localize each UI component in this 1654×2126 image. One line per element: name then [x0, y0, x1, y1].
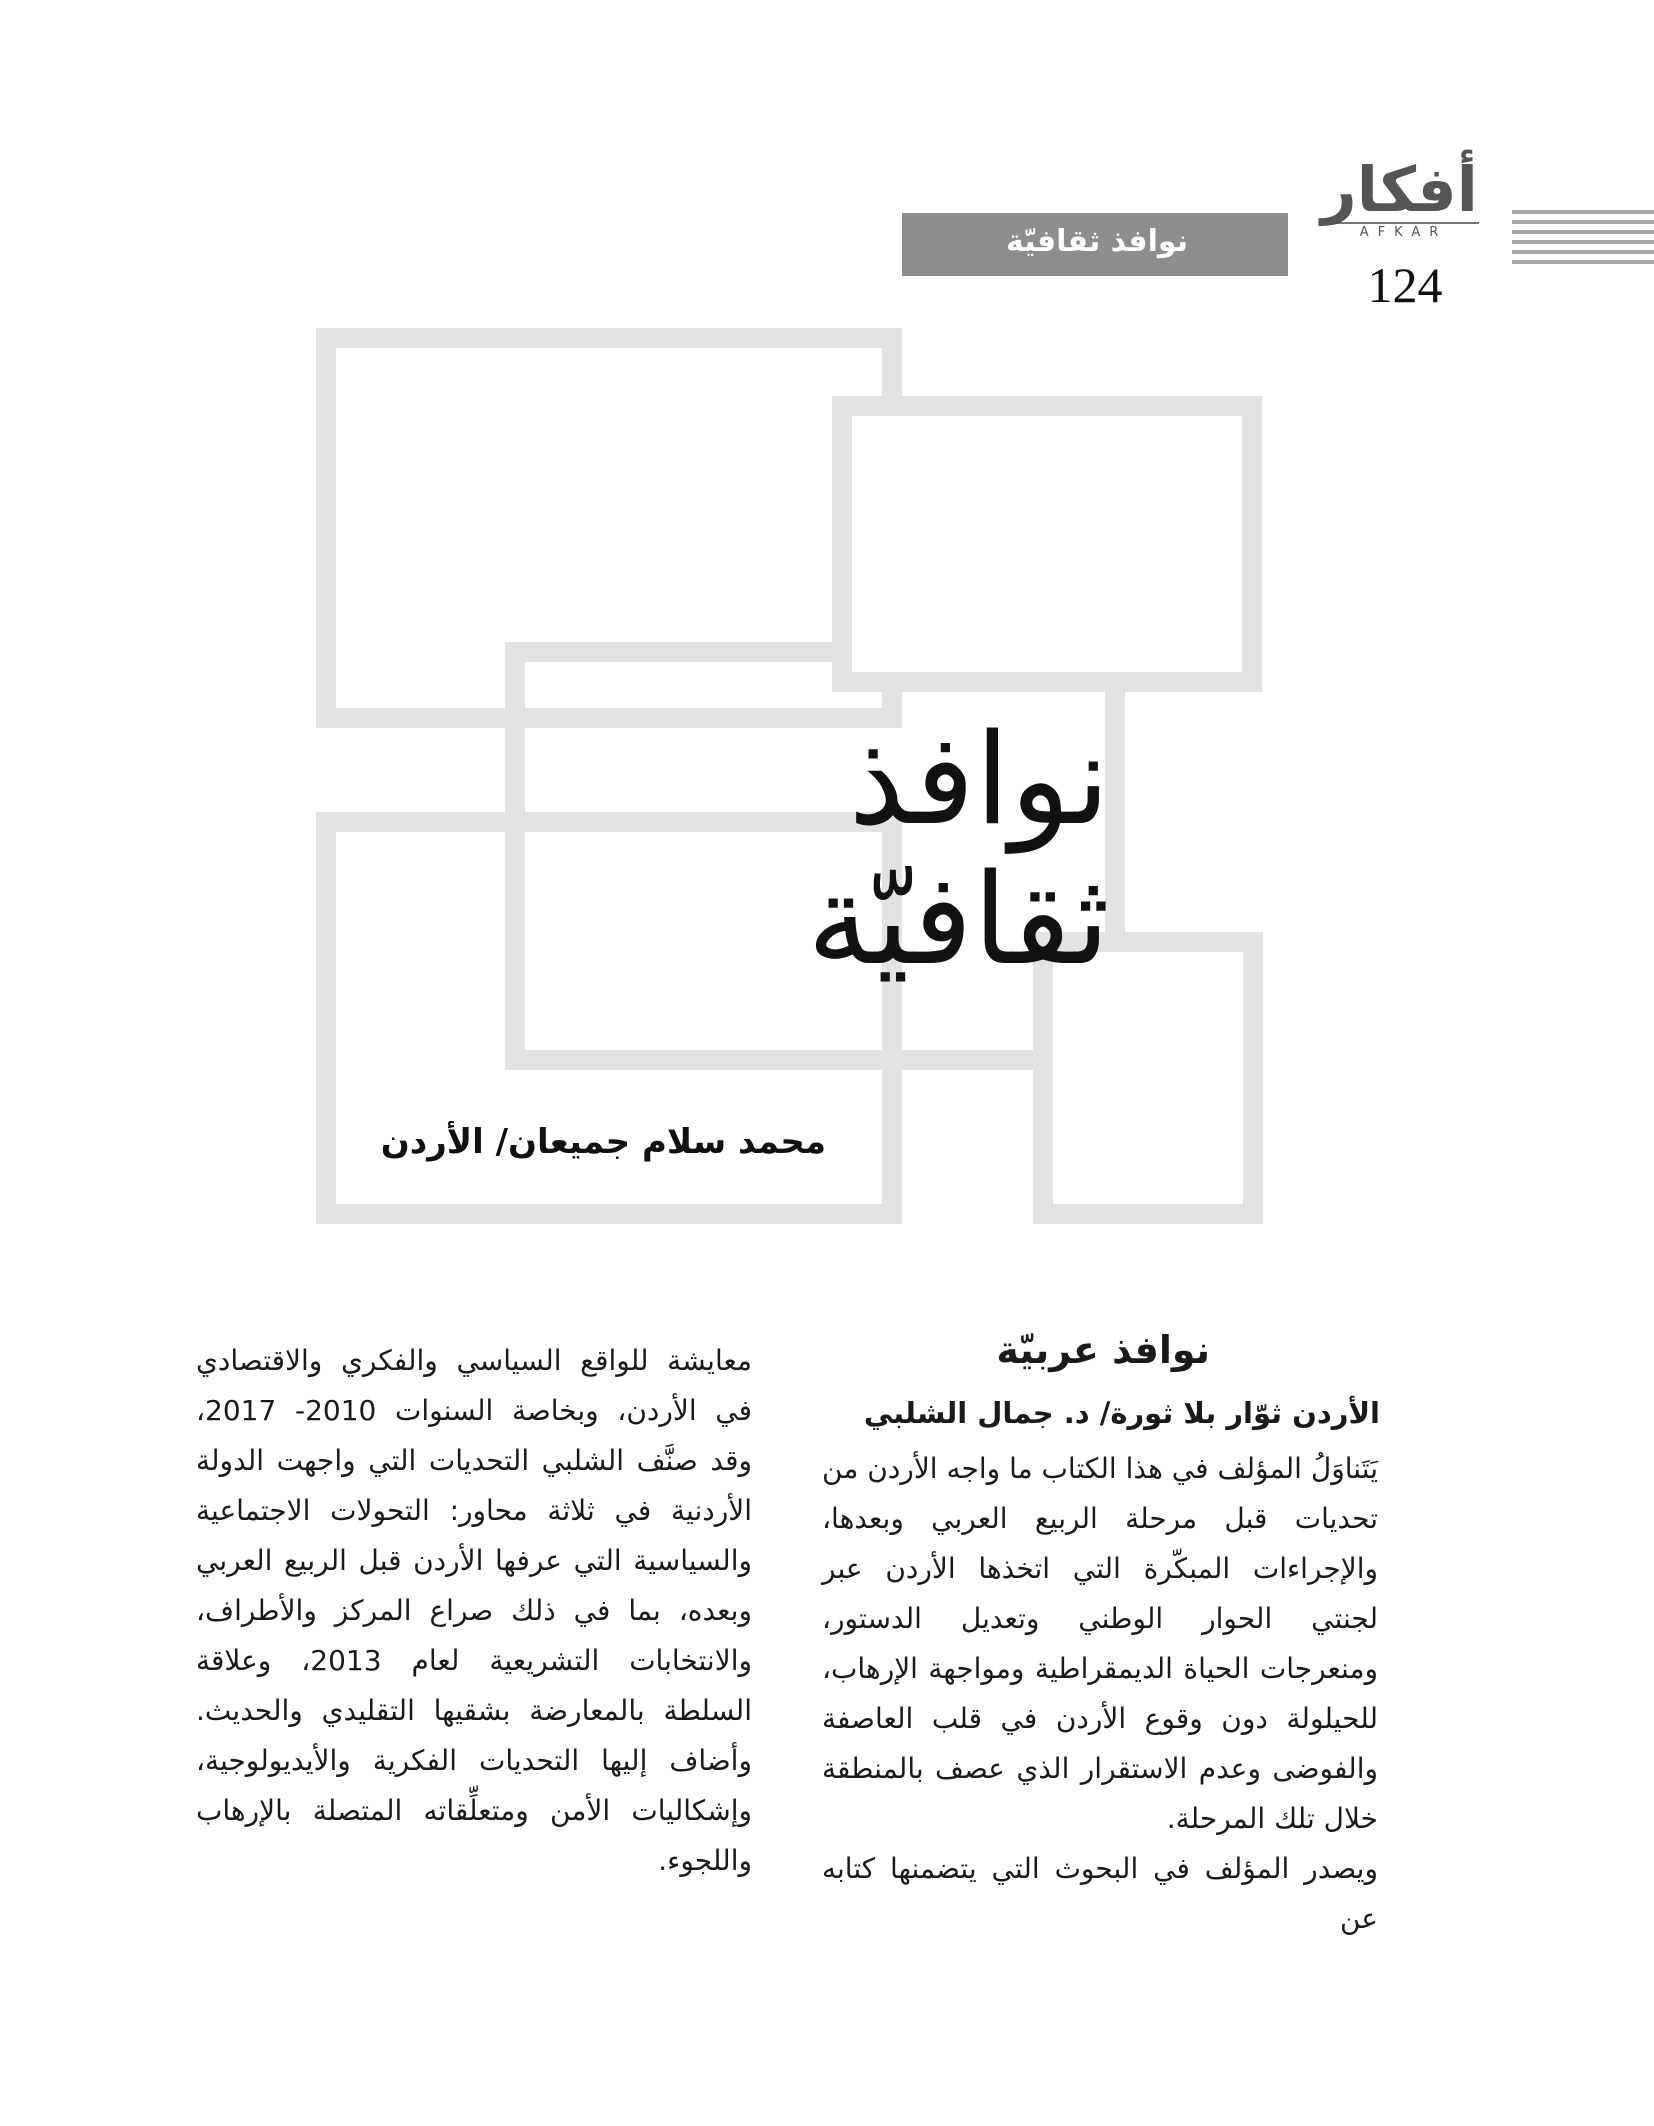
logo-latin: AFKAR — [1321, 222, 1479, 242]
section-banner — [902, 213, 1288, 276]
subsection-heading: نوافذ عربيّة — [996, 1328, 1210, 1372]
feature-title-line1: نوافذ — [848, 706, 1110, 853]
header-stripes — [1512, 210, 1654, 276]
article-column-right — [822, 1444, 1378, 1944]
feature-author: محمد سلام جميعان/ الأردن — [380, 1122, 826, 1162]
feature-title — [530, 706, 1110, 993]
article-paragraph: يَتَناوَلُ المؤلف في هذا الكتاب ما واجه الأردن من تحديات قبل مرحلة الربيع العربي وبعدها، والإجراءات المبكّرة التي اتخذها الأردن عبر لجنتي الحوار الوطني وتعديل الدستور، ومنعرجات الحياة الديمقراطية ومواجهة الإرهاب، للحيلولة دون وقوع الأردن في قلب العاصفة والفوضى وعدم الاستقرار الذي عصف بالمنطقة خلال تلك المرحلة. — [822, 1452, 1378, 1835]
page-number: 124 — [1367, 257, 1443, 313]
feature-title-line2: ثقافيّة — [806, 846, 1110, 993]
book-title-author: الأردن ثوّار بلا ثورة/ د. جمال الشلبي — [863, 1396, 1380, 1430]
article-paragraph: معايشة للواقع السياسي والفكري والاقتصادي في الأردن، وبخاصة السنوات 2010- 2017، وقد صنَّف الشلبي التحديات التي واجهت الدولة الأردنية في ثلاثة محاور: التحولات الاجتماعية والسياسية التي عرفها الأردن قبل الربيع العربي وبعده، بما في ذلك صراع المركز والأطراف، والانتخابات التشريعية لعام 2013، وعلاقة السلطة بالمعارضة بشقيها التقليدي والحديث. وأضاف إليها التحديات الفكرية والأيديولوجية، وإشكاليات الأمن ومتعلِّقاته المتصلة بالإرهاب واللجوء. — [196, 1344, 752, 1877]
article-paragraph: ويصدر المؤلف في البحوث التي يتضمنها كتابه عن — [822, 1852, 1378, 1935]
magazine-logo — [1312, 153, 1487, 248]
frame-top-right — [832, 396, 1262, 692]
section-label: نوافذ ثقافيّة — [1006, 224, 1188, 259]
logo-arabic: أفكار — [1321, 153, 1478, 226]
article-column-left — [196, 1336, 752, 1886]
